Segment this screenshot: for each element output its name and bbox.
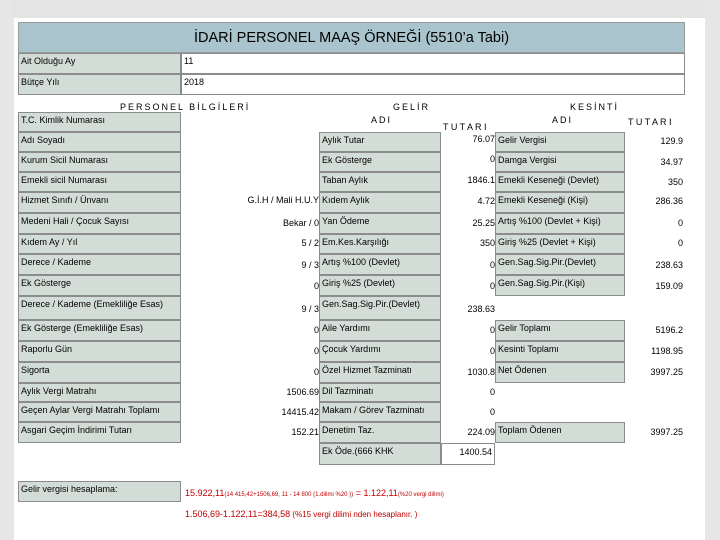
top-value-ay: 11 xyxy=(181,53,685,74)
gelir-amount: 0 xyxy=(489,346,495,356)
gelir-name: Artış %100 (Devlet) xyxy=(319,254,441,275)
gelir-amount: 76.07 xyxy=(472,134,495,144)
personel-label: Ek Gösterge (Emekliliğe Esas) xyxy=(18,320,181,341)
kesinti-amount: 350 xyxy=(667,177,683,187)
page-title: İDARİ PERSONEL MAAŞ ÖRNEĞİ (5510’a Tabi) xyxy=(18,22,685,53)
personel-value: 0 xyxy=(313,325,319,335)
gelir-tutar-header: T U T A R I xyxy=(443,122,487,132)
footer-line2-small: (%15 vergi dilimi nden hesaplanır. ) xyxy=(290,510,418,519)
gelir-name: Aile Yardımı xyxy=(319,320,441,341)
kesinti-amount: 129.9 xyxy=(660,136,683,146)
personel-label: Sigorta xyxy=(18,362,181,383)
gelir-name: Makam / Görev Tazminatı xyxy=(319,402,441,422)
gelir-amount: 25.25 xyxy=(472,218,495,228)
kesinti-amount: 286.36 xyxy=(655,196,683,206)
kesinti-name: Gen.Sag.Sig.Pir.(Devlet) xyxy=(495,254,625,275)
gelir-amount: 4.72 xyxy=(477,196,495,206)
top-label-ay: Ait Olduğu Ay xyxy=(18,53,181,74)
personel-value: 14415.42 xyxy=(281,407,319,417)
footer-line1 xyxy=(185,488,444,501)
kesinti-amount: 34.97 xyxy=(660,157,683,167)
kesinti-header: KESİNTİ xyxy=(570,102,620,112)
top-value-yil: 2018 xyxy=(181,74,685,95)
personel-value: 5 / 2 xyxy=(301,238,319,248)
kesinti-amount: 3997.25 xyxy=(650,367,683,377)
kesinti-tutar-header: T U T A R I xyxy=(628,117,672,127)
personel-label: Derece / Kademe xyxy=(18,254,181,275)
gelir-name: Ek Öde.(666 KHK xyxy=(319,443,441,465)
kesinti-amount: 5196.2 xyxy=(655,325,683,335)
footer-line1-bold: 15.922,11 xyxy=(185,488,225,498)
gelir-name: Özel Hizmet Tazminatı xyxy=(319,362,441,383)
kesinti-name: Gen.Sag.Sig.Pir.(Kişi) xyxy=(495,275,625,296)
gelir-name: Aylık Tutar xyxy=(319,132,441,152)
gelir-amount: 0 xyxy=(489,260,495,270)
personel-value: 0 xyxy=(313,281,319,291)
kesinti-adi-header: ADI xyxy=(552,115,574,125)
gelir-amount: 238.63 xyxy=(467,304,495,314)
gelir-name: Kıdem Aylık xyxy=(319,192,441,213)
gelir-adi-header: ADI xyxy=(371,115,393,125)
kesinti-name: Kesinti Toplamı xyxy=(495,341,625,362)
personel-label: Adı Soyadı xyxy=(18,132,181,152)
personel-label: Emekli sicil Numarası xyxy=(18,172,181,192)
gelir-name: Giriş %25 (Devlet) xyxy=(319,275,441,296)
footer-line1-small: (14 415,42+1506,69, 11 - 14 800 (1.dilimi %20 )) xyxy=(224,492,354,498)
gelir-name: Taban Aylık xyxy=(319,172,441,192)
gelir-amount: 0 xyxy=(489,154,495,164)
gelir-amount: 350 xyxy=(479,238,495,248)
personel-value: 1506.69 xyxy=(286,387,319,397)
footer-line1-small2: (%20 vergi dilimi) xyxy=(397,492,444,498)
gelir-name: Gen.Sag.Sig.Pir.(Devlet) xyxy=(319,296,441,320)
kesinti-name: Artış %100 (Devlet + Kişi) xyxy=(495,213,625,234)
kesinti-name: Emekli Keseneği (Kişi) xyxy=(495,192,625,213)
gelir-amount: 224.09 xyxy=(467,427,495,437)
kesinti-name: Giriş %25 (Devlet + Kişi) xyxy=(495,234,625,254)
personel-value: 0 xyxy=(313,367,319,377)
footer-line1-mid: = 1.122,11 xyxy=(353,488,398,498)
footer-label: Gelir vergisi hesaplama: xyxy=(18,481,181,502)
gelir-name: Yan Ödeme xyxy=(319,213,441,234)
personel-label: Aylık Vergi Matrahı xyxy=(18,383,181,402)
kesinti-amount: 238.63 xyxy=(655,260,683,270)
personel-label: Derece / Kademe (Emekliliğe Esas) xyxy=(18,296,181,320)
gelir-name: Denetim Taz. xyxy=(319,422,441,443)
personel-label: Medeni Hali / Çocuk Sayısı xyxy=(18,213,181,234)
gelir-name: Çocuk Yardımı xyxy=(319,341,441,362)
gelir-name: Em.Kes.Karşılığı xyxy=(319,234,441,254)
kesinti-name: Gelir Toplamı xyxy=(495,320,625,341)
kesinti-name: Gelir Vergisi xyxy=(495,132,625,152)
kesinti-name: Damga Vergisi xyxy=(495,152,625,172)
personel-label: Ek Gösterge xyxy=(18,275,181,296)
gelir-amount: 0 xyxy=(489,281,495,291)
personel-label: Kurum Sicil Numarası xyxy=(18,152,181,172)
gelir-name: Ek Gösterge xyxy=(319,152,441,172)
personel-label: Asgari Geçim İndirimi Tutarı xyxy=(18,422,181,443)
personel-label: T.C. Kimlik Numarası xyxy=(18,112,181,132)
gelir-amount: 1400.54 xyxy=(441,443,495,465)
kesinti-amount: 159.09 xyxy=(655,281,683,291)
personel-header: PERSONEL BİLGİLERİ xyxy=(120,102,251,112)
footer-line2-bold: 1.506,69-1.122,11=384,58 xyxy=(185,509,291,519)
kesinti-name: Toplam Ödenen xyxy=(495,422,625,443)
personel-value: 0 xyxy=(313,346,319,356)
kesinti-amount: 0 xyxy=(677,218,683,228)
slide-frame-left xyxy=(0,0,14,540)
kesinti-amount: 0 xyxy=(677,238,683,248)
kesinti-name: Emekli Keseneği (Devlet) xyxy=(495,172,625,192)
kesinti-amount: 3997.25 xyxy=(650,427,683,437)
gelir-amount: 0 xyxy=(489,325,495,335)
kesinti-amount: 1198.95 xyxy=(651,346,683,356)
personel-value: G.İ.H / Mali H.U.Y xyxy=(247,195,319,205)
slide-frame-right xyxy=(705,0,720,540)
personel-label: Hizmet Sınıfı / Ünvanı xyxy=(18,192,181,213)
personel-label: Geçen Aylar Vergi Matrahı Toplamı xyxy=(18,402,181,422)
gelir-name: Dil Tazminatı xyxy=(319,383,441,402)
personel-value: 9 / 3 xyxy=(301,304,319,314)
top-label-yil: Bütçe Yılı xyxy=(18,74,181,95)
personel-label: Raporlu Gün xyxy=(18,341,181,362)
personel-label: Kıdem Ay / Yıl xyxy=(18,234,181,254)
personel-value: 152.21 xyxy=(291,427,319,437)
personel-value: Bekar / 0 xyxy=(282,218,319,228)
gelir-header: GELİR xyxy=(393,102,431,112)
kesinti-name: Net Ödenen xyxy=(495,362,625,383)
gelir-amount: 1846.1 xyxy=(467,175,495,185)
slide-frame-top xyxy=(0,0,720,18)
footer-line2 xyxy=(185,509,417,520)
gelir-amount: 0 xyxy=(489,387,495,397)
gelir-amount: 1030.8 xyxy=(467,367,495,377)
personel-value: 9 / 3 xyxy=(301,260,319,270)
gelir-amount: 0 xyxy=(489,407,495,417)
